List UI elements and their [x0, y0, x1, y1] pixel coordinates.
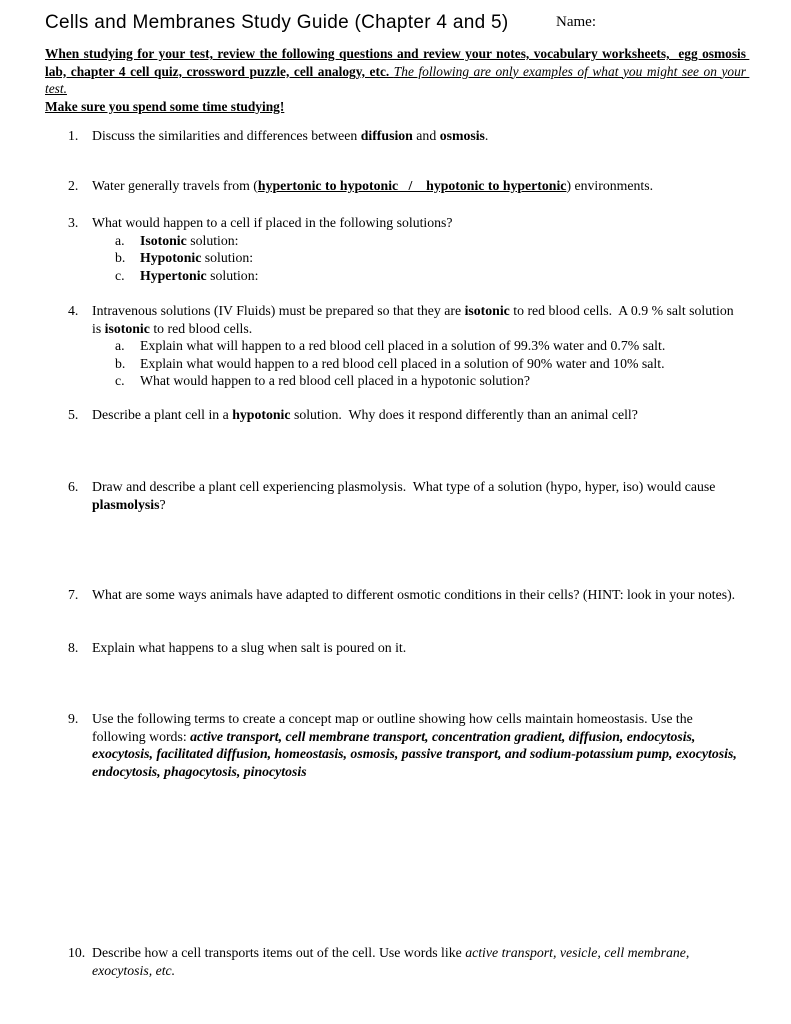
sub-item-letter: a.	[115, 338, 125, 353]
question-text	[92, 944, 746, 979]
text-segment: solution:	[201, 250, 254, 265]
question-main	[92, 478, 746, 513]
text-segment: and	[412, 128, 440, 143]
question-text	[92, 302, 746, 337]
text-segment: Explain what happens to a slug when salt is poured on it.	[92, 639, 407, 655]
text-segment: Hypertonic	[140, 267, 207, 283]
text-segment: isotonic	[464, 303, 510, 318]
question-main	[92, 214, 746, 284]
question-item	[68, 406, 746, 424]
question-item	[68, 478, 746, 513]
question-text	[92, 406, 746, 424]
text-segment: Intravenous solutions (IV Fluids) must be prepared so that they are	[92, 303, 465, 318]
intro-paragraph	[45, 45, 750, 115]
page-header	[45, 10, 746, 40]
text-segment: solution. Why does it respond differently than an animal cell?	[290, 406, 638, 422]
question-main	[92, 406, 746, 424]
text-segment: When studying for your test, review the following questions and review your notes, vocabulary worksheets, egg osmosis lab, chapter 4 cell quiz, crossword puzzle, cell analogy, etc.	[45, 46, 750, 79]
question-main	[92, 127, 746, 145]
text-segment: What would happen to a cell if placed in the following solutions?	[92, 215, 453, 230]
text-segment: solution:	[186, 232, 239, 248]
question-main	[92, 710, 746, 780]
text-segment: Hypotonic	[140, 250, 202, 265]
sub-item	[115, 372, 746, 390]
sub-item	[115, 355, 746, 373]
text-segment: What are some ways animals have adapted to different osmotic conditions in their cells? (HINT: look in your notes).	[92, 587, 736, 602]
text-segment: Draw and describe a plant cell experiencing plasmolysis. What type of a solution (hypo, hyper, iso) would cause	[92, 479, 719, 494]
text-segment: diffusion	[360, 128, 413, 143]
sub-item-letter: c.	[115, 267, 125, 283]
text-segment: Water generally travels from (	[92, 177, 258, 193]
text-segment: Make sure you spend some time studying!	[45, 98, 285, 114]
text-segment: ?	[159, 496, 166, 512]
text-segment: hypertonic to hypotonic / hypotonic to hypertonic	[257, 177, 567, 193]
question-number: 5.	[68, 406, 79, 422]
sub-item	[115, 267, 746, 285]
question-text	[92, 478, 746, 513]
sub-item-letter: b.	[115, 250, 126, 265]
question-item	[68, 302, 746, 390]
text-segment: isotonic	[104, 320, 150, 336]
text-segment: to red blood cells. A 0.9 % salt solution is	[92, 303, 738, 336]
question-item	[68, 214, 746, 284]
text-segment: What would happen to a red blood cell placed in a hypotonic solution?	[140, 373, 531, 388]
text-segment: hypotonic	[232, 406, 291, 422]
question-number: 7.	[68, 587, 79, 602]
question-number: 4.	[68, 303, 79, 318]
question-number: 6.	[68, 479, 79, 494]
question-main	[92, 639, 746, 657]
questions-list	[45, 127, 746, 979]
text-segment: plasmolysis	[92, 496, 160, 512]
question-text	[92, 127, 746, 145]
question-text	[92, 639, 746, 657]
question-number: 2.	[68, 177, 79, 193]
question-number: 9.	[68, 711, 79, 726]
question-number: 10.	[68, 945, 86, 960]
question-item	[68, 710, 746, 780]
text-segment: .	[484, 128, 489, 143]
text-segment: Use the following terms to create a concept map or outline showing how cells maintain homeostasis. Use the following words:	[92, 711, 697, 744]
text-segment: Describe how a cell transports items out of the cell. Use words like	[92, 945, 466, 960]
sub-item	[115, 337, 746, 355]
question-number: 1.	[68, 128, 79, 143]
text-segment: osmosis	[439, 128, 485, 143]
question-number: 8.	[68, 639, 79, 655]
question-text	[92, 177, 746, 195]
sub-item-letter: a.	[115, 232, 125, 248]
question-text	[92, 214, 746, 232]
text-segment: The following are only examples of what you might see on your test.	[45, 63, 750, 96]
question-main	[92, 586, 746, 604]
text-segment: solution:	[206, 267, 259, 283]
sub-item-text	[140, 337, 746, 355]
sub-item-letter: c.	[115, 373, 125, 388]
question-main	[92, 302, 746, 390]
sub-item	[115, 249, 746, 267]
name-label: Name:	[556, 14, 596, 30]
text-segment: to red blood cells.	[149, 320, 253, 336]
question-text	[92, 710, 746, 780]
text-segment: active transport, cell membrane transport, concentration gradient, diffusion, endocytosis, exocytosis, facilitated diffusion, homeostasis, osmosis, passive transport, and sodium-potassium pump, exocytosis, endocytosis, phagocytosis, pinocytosis	[92, 728, 741, 779]
sub-item	[115, 232, 746, 250]
sub-item-text	[140, 232, 746, 250]
text-segment: Explain what would happen to a red blood cell placed in a solution of 90% water and 10% salt.	[140, 355, 665, 371]
text-segment: active transport, vesicle, cell membrane, exocytosis, etc.	[92, 945, 693, 978]
text-segment: Isotonic	[140, 232, 187, 248]
question-item	[68, 586, 746, 604]
question-item	[68, 127, 746, 145]
question-text	[92, 586, 746, 604]
question-item	[68, 639, 746, 657]
question-main	[92, 944, 746, 979]
question-main	[92, 177, 746, 195]
text-segment: Explain what will happen to a red blood cell placed in a solution of 99.3% water and 0.7% salt.	[140, 338, 666, 353]
text-segment: ) environments.	[566, 177, 654, 193]
question-number: 3.	[68, 215, 79, 230]
question-item	[68, 944, 746, 979]
sub-item-text	[140, 249, 746, 267]
page-title: Cells and Membranes Study Guide (Chapter 4 and 5)	[45, 12, 509, 33]
sub-item-letter: b.	[115, 355, 126, 371]
text-segment: Describe a plant cell in a	[92, 406, 233, 422]
sub-item-text	[140, 355, 746, 373]
sub-item-text	[140, 372, 746, 390]
sub-item-text	[140, 267, 746, 285]
text-segment: Discuss the similarities and differences between	[92, 128, 361, 143]
question-item	[68, 177, 746, 195]
